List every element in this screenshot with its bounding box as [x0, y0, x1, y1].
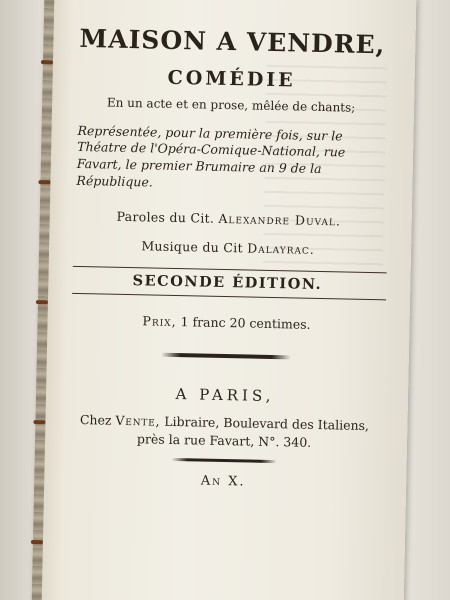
binding-thread	[33, 420, 45, 424]
imprint-address	[59, 411, 390, 453]
title-page	[32, 0, 417, 600]
imprint-line-2: près la rue Favart, N°. 340.	[136, 430, 312, 450]
performance-note: Représentée, pour la première fois, sur le Théatre de l'Opéra-Comique-National, rue Favart, le premier Brumaire an 9 de la République.	[76, 122, 346, 190]
play-title: MAISON A VENDRE,	[79, 23, 386, 60]
price-value: 1 franc 20 centimes.	[180, 314, 311, 332]
play-genre: COMÉDIE	[167, 66, 296, 91]
lyricist-name: Alexandre Duval.	[218, 210, 342, 229]
binding-thread	[41, 60, 53, 64]
title-page-text	[58, 25, 398, 493]
composer-name: Dalayrac.	[247, 240, 316, 257]
composer-credit	[63, 237, 393, 259]
imprint-city: A PARIS,	[175, 385, 275, 406]
composer-prefix: Musique du Cit	[141, 238, 244, 256]
binding-thread	[36, 300, 48, 304]
play-description: En un acte et en prose, mêlée de chants;	[106, 95, 356, 115]
binding-thread	[31, 540, 43, 544]
publisher-prefix: Chez	[79, 412, 112, 428]
price-line	[61, 312, 391, 334]
lyricist-prefix: Paroles du Cit.	[116, 208, 215, 226]
price-label: Prix,	[142, 313, 177, 330]
lyricist-credit	[64, 208, 394, 230]
binding-thread	[38, 180, 50, 184]
publisher-address: Libraire, Boulevard des Italiens,	[164, 413, 370, 434]
publisher-name: Vente,	[115, 412, 161, 429]
edition-label: SECONDE ÉDITION.	[132, 272, 323, 294]
edition-block	[62, 266, 393, 301]
ornamental-rule	[161, 353, 291, 360]
publication-year: An X.	[200, 473, 246, 490]
ornamental-rule-small	[171, 458, 276, 463]
